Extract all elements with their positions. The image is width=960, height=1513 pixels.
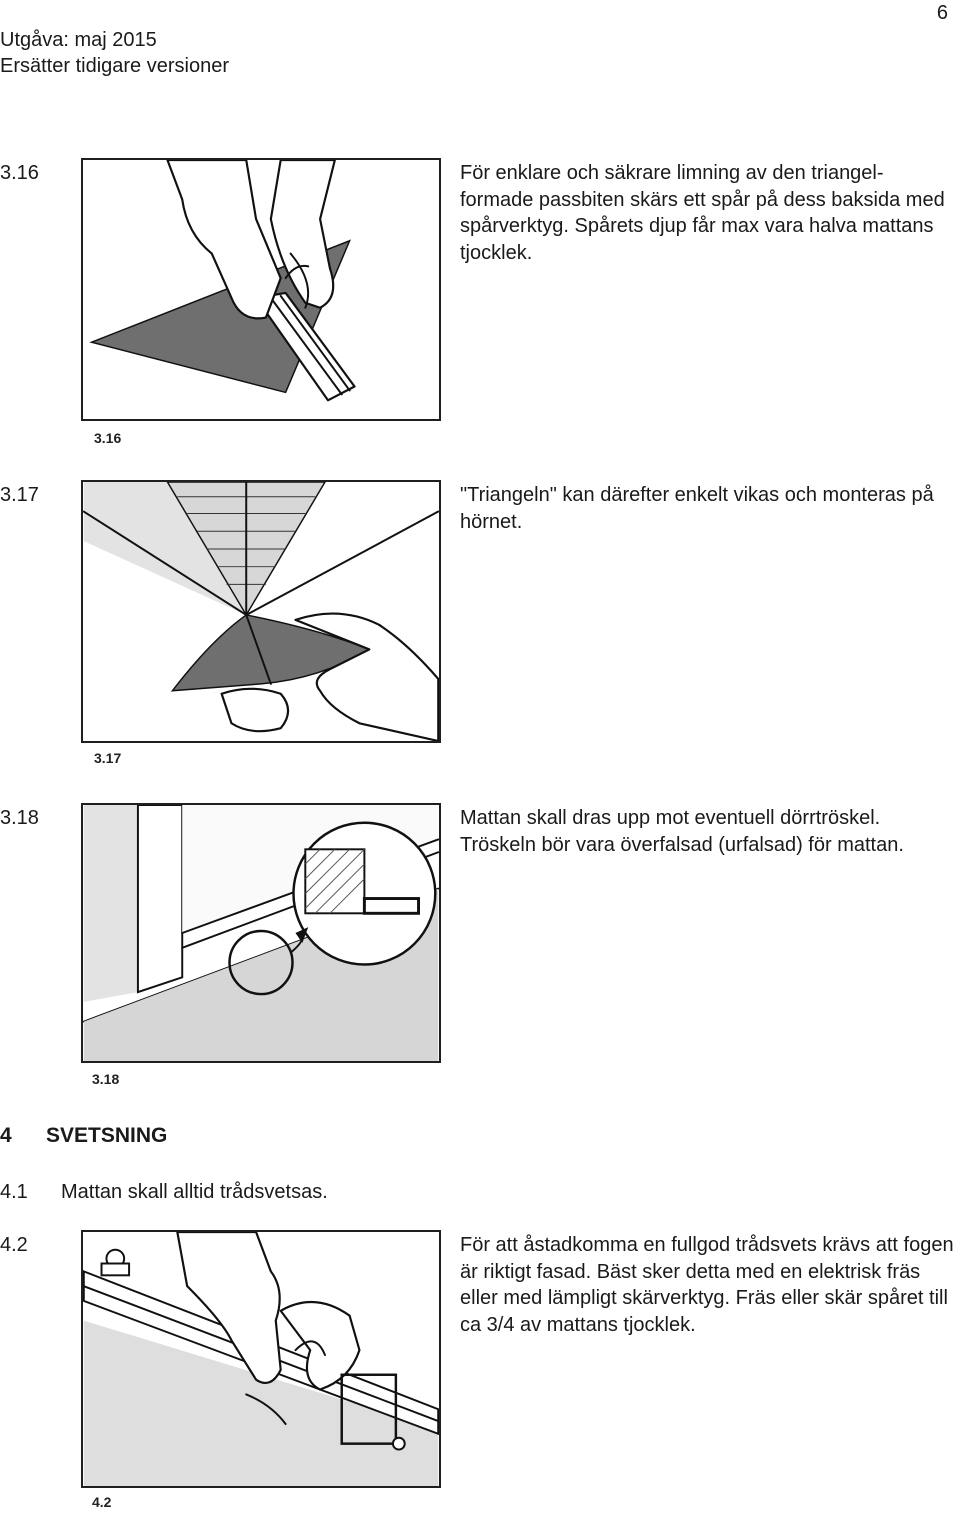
step-number-3-16: 3.16 — [0, 162, 39, 184]
figure-caption-3-18: 3.18 — [92, 1071, 120, 1087]
step-number-3-18: 3.18 — [0, 807, 39, 829]
figure-3-18 — [81, 803, 441, 1063]
illustration-groove-milling — [83, 1232, 439, 1486]
figure-caption-3-16: 3.16 — [94, 430, 122, 446]
sub-text-4-2: För att åstadkomma en fullgod trådsvets krävs att fogen är riktigt fasad. Bäst sker detta med en elektrisk fräs eller med lämpligt skärverktyg. Fräs eller skär spåret till ca 3/4 av mattans tjocklek. — [460, 1234, 954, 1336]
illustration-door-threshold — [83, 805, 439, 1061]
figure-3-17 — [81, 480, 441, 743]
figure-4-2 — [81, 1230, 441, 1488]
sub-text-4-1: Mattan skall alltid trådsvetsas. — [61, 1181, 328, 1203]
sub-number-4-2: 4.2 — [0, 1234, 28, 1256]
figure-3-16 — [81, 158, 441, 421]
page-number: 6 — [936, 2, 948, 24]
step-text-3-18: Mattan skall dras upp mot eventuell dörrtröskel. Tröskeln bör vara överfalsad (urfalsad) för mattan. — [460, 807, 904, 856]
sub-number-4-1: 4.1 — [0, 1181, 28, 1203]
section-title: SVETSNING — [46, 1124, 168, 1147]
step-text-3-17: "Triangeln" kan därefter enkelt vikas och monteras på hörnet. — [460, 484, 934, 533]
illustration-triangle-corner — [83, 482, 439, 741]
step-text-3-16: För enklare och säkrare limning av den triangel-formade passbiten skärs ett spår på dess baksida med spårverktyg. Spårets djup får max vara halva mattans tjocklek. — [460, 162, 945, 264]
figure-caption-3-17: 3.17 — [94, 750, 122, 766]
figure-caption-4-2: 4.2 — [92, 1494, 112, 1510]
edition-label: Utgåva: maj 2015 — [0, 29, 157, 51]
section-number: 4 — [0, 1124, 12, 1147]
step-number-3-17: 3.17 — [0, 484, 39, 506]
replaces-label: Ersätter tidigare versioner — [0, 55, 229, 77]
illustration-groove-tool-triangle — [83, 160, 439, 419]
